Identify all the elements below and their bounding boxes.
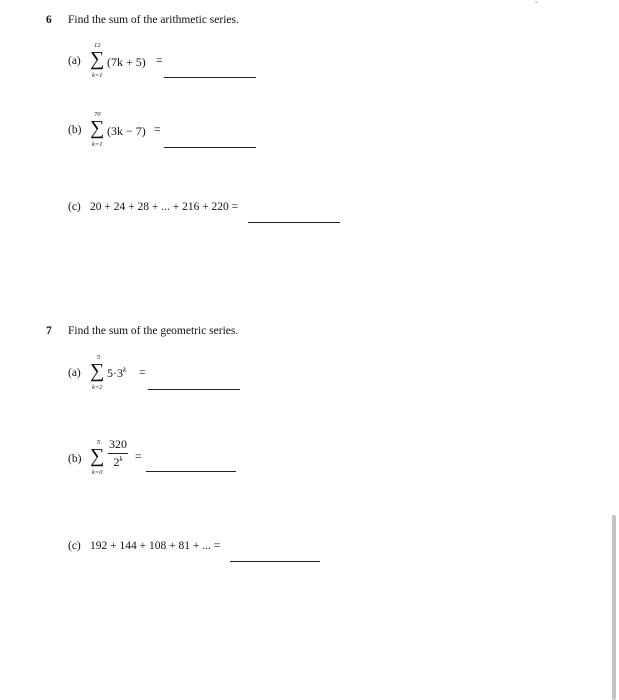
q7a-upper-limit: 5 — [97, 354, 101, 361]
question-7-number: 7 — [46, 325, 52, 337]
q6a-answer-line[interactable] — [164, 77, 256, 78]
q6b-label: (b) — [68, 124, 82, 136]
q6c-answer-line[interactable] — [248, 222, 340, 223]
sigma-icon: ∑ — [90, 360, 105, 382]
sigma-icon: ∑ — [90, 117, 105, 139]
q6b-lower-limit: k=1 — [92, 141, 103, 148]
q6a-upper-limit: 12 — [94, 42, 101, 49]
q7b-upper-limit: 5 — [97, 439, 101, 446]
q7a-lower-limit: k=2 — [92, 384, 103, 391]
sigma-icon: ∑ — [90, 48, 105, 70]
q7b-denominator-exponent: k — [119, 455, 123, 463]
q7c-label: (c) — [68, 540, 81, 552]
q7b-answer-line[interactable] — [146, 471, 236, 472]
sigma-icon: ∑ — [90, 445, 105, 467]
q6b-expression: (3k − 7) — [107, 124, 146, 138]
q7b-denominator — [108, 455, 128, 470]
corner-mark: ˜ — [535, 0, 538, 9]
q7a-base: 5·3 — [107, 366, 123, 380]
q6b-upper-limit: 70 — [94, 111, 101, 118]
q6a-lower-limit: k=1 — [92, 72, 103, 79]
q7b-fraction — [108, 437, 128, 470]
q6a-equals: = — [156, 55, 163, 67]
q7b-numerator: 320 — [109, 437, 127, 451]
q7a-answer-line[interactable] — [148, 389, 240, 390]
question-6-number: 6 — [46, 14, 52, 26]
q7b-equals: = — [135, 451, 142, 463]
q7b-denominator-base: 2 — [113, 455, 120, 469]
q6c-expression: 20 + 24 + 28 + ... + 216 + 220 = — [90, 201, 239, 213]
q6a-expression: (7k + 5) — [107, 55, 146, 69]
q7c-answer-line[interactable] — [230, 561, 320, 562]
q7b-label: (b) — [68, 453, 82, 465]
question-7-prompt: Find the sum of the geometric series. — [68, 325, 239, 337]
q6b-answer-line[interactable] — [164, 147, 256, 148]
q7a-expression — [107, 366, 126, 381]
scrollbar-track[interactable] — [605, 0, 619, 700]
fraction-bar — [108, 453, 128, 454]
q6c-label: (c) — [68, 201, 81, 213]
scrollbar-thumb[interactable] — [612, 515, 616, 700]
q6b-equals: = — [154, 124, 161, 136]
q6a-label: (a) — [68, 55, 81, 67]
q7c-expression: 192 + 144 + 108 + 81 + ... = — [90, 540, 221, 552]
q7a-exponent: k — [123, 366, 127, 374]
q7b-lower-limit: k=0 — [92, 469, 103, 476]
q7a-label: (a) — [68, 367, 81, 379]
q7a-equals: = — [139, 367, 146, 379]
question-6-prompt: Find the sum of the arithmetic series. — [68, 14, 239, 26]
